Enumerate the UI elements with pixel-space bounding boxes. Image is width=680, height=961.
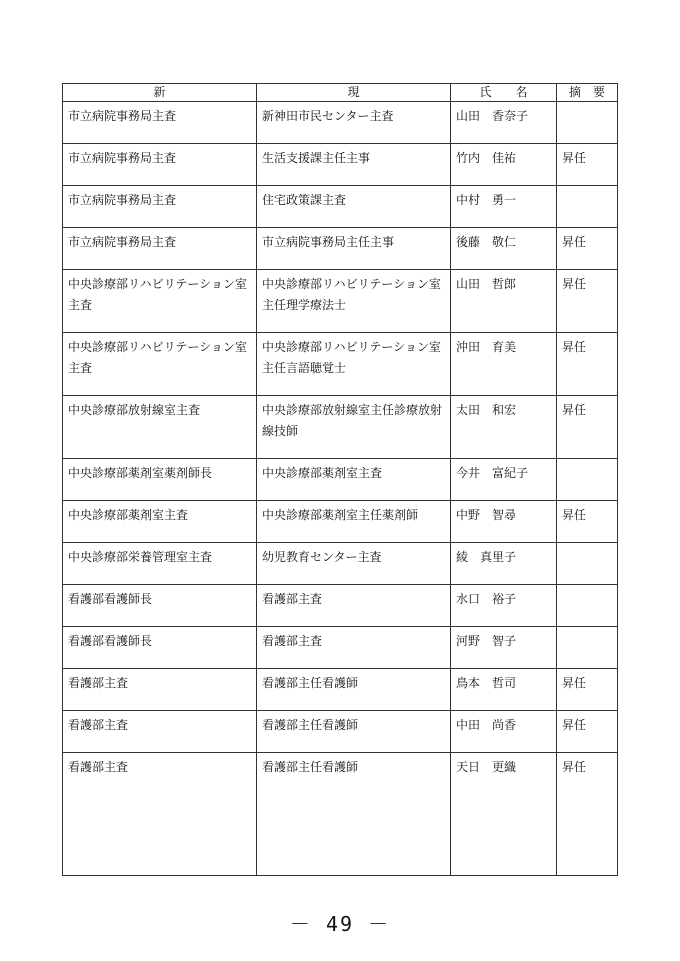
cell-name: 天日 更織: [451, 753, 557, 876]
cell-new: 看護部看護師長: [63, 627, 257, 669]
cell-new: 看護部主査: [63, 669, 257, 711]
cell-remarks: [557, 459, 618, 501]
cell-remarks: 昇任: [557, 333, 618, 396]
cell-current: 看護部主査: [257, 627, 451, 669]
cell-current: 中央診療部放射線室主任診療放射線技師: [257, 396, 451, 459]
cell-new: 市立病院事務局主査: [63, 228, 257, 270]
cell-name: 中田 尚香: [451, 711, 557, 753]
cell-remarks: 昇任: [557, 396, 618, 459]
header-name: 氏 名: [451, 84, 557, 102]
cell-current: 新神田市民センター主査: [257, 102, 451, 144]
cell-new: 看護部主査: [63, 753, 257, 876]
cell-remarks: [557, 627, 618, 669]
cell-new: 中央診療部放射線室主査: [63, 396, 257, 459]
header-new: 新: [63, 84, 257, 102]
cell-name: 後藤 敬仁: [451, 228, 557, 270]
cell-name: 山田 香奈子: [451, 102, 557, 144]
page-number: － 49 －: [289, 912, 391, 936]
table-row: [63, 228, 618, 270]
header-remarks: 摘 要: [557, 84, 618, 102]
cell-new: 中央診療部薬剤室薬剤師長: [63, 459, 257, 501]
table-row: [63, 501, 618, 543]
cell-name: 鳥本 哲司: [451, 669, 557, 711]
cell-name: 竹内 佳祐: [451, 144, 557, 186]
cell-new: 中央診療部栄養管理室主査: [63, 543, 257, 585]
cell-remarks: 昇任: [557, 144, 618, 186]
table-header-row: [63, 84, 618, 102]
table-row: [63, 459, 618, 501]
table-row: [63, 543, 618, 585]
cell-current: 看護部主査: [257, 585, 451, 627]
table-row: [63, 711, 618, 753]
cell-new: 看護部看護師長: [63, 585, 257, 627]
cell-name: 河野 智子: [451, 627, 557, 669]
cell-current: 幼児教育センター主査: [257, 543, 451, 585]
cell-current: 市立病院事務局主任主事: [257, 228, 451, 270]
cell-current: 看護部主任看護師: [257, 669, 451, 711]
personnel-table: [62, 83, 618, 876]
cell-name: 今井 富紀子: [451, 459, 557, 501]
table-row: [63, 102, 618, 144]
cell-remarks: 昇任: [557, 270, 618, 333]
cell-name: 沖田 育美: [451, 333, 557, 396]
cell-new: 市立病院事務局主査: [63, 102, 257, 144]
cell-current: 住宅政策課主査: [257, 186, 451, 228]
table-row: [63, 753, 618, 876]
cell-remarks: 昇任: [557, 228, 618, 270]
cell-new: 看護部主査: [63, 711, 257, 753]
cell-remarks: 昇任: [557, 711, 618, 753]
cell-new: 中央診療部薬剤室主査: [63, 501, 257, 543]
cell-remarks: [557, 543, 618, 585]
cell-name: 山田 哲郎: [451, 270, 557, 333]
cell-name: 太田 和宏: [451, 396, 557, 459]
cell-current: 中央診療部薬剤室主査: [257, 459, 451, 501]
header-current: 現: [257, 84, 451, 102]
cell-new: 市立病院事務局主査: [63, 186, 257, 228]
cell-remarks: [557, 585, 618, 627]
cell-current: 看護部主任看護師: [257, 753, 451, 876]
table-row: [63, 144, 618, 186]
table-row: [63, 186, 618, 228]
cell-current: 看護部主任看護師: [257, 711, 451, 753]
cell-current: 生活支援課主任主事: [257, 144, 451, 186]
cell-remarks: 昇任: [557, 753, 618, 876]
table-row: [63, 333, 618, 396]
cell-remarks: 昇任: [557, 669, 618, 711]
cell-current: 中央診療部リハビリテーション室主任言語聴覚士: [257, 333, 451, 396]
table-row: [63, 396, 618, 459]
cell-remarks: [557, 102, 618, 144]
cell-new: 市立病院事務局主査: [63, 144, 257, 186]
cell-new: 中央診療部リハビリテーション室主査: [63, 270, 257, 333]
cell-name: 綾 真里子: [451, 543, 557, 585]
table-row: [63, 270, 618, 333]
table-row: [63, 585, 618, 627]
cell-name: 中野 智尋: [451, 501, 557, 543]
cell-name: 水口 裕子: [451, 585, 557, 627]
table-row: [63, 669, 618, 711]
table-row: [63, 627, 618, 669]
cell-new: 中央診療部リハビリテーション室主査: [63, 333, 257, 396]
cell-current: 中央診療部薬剤室主任薬剤師: [257, 501, 451, 543]
cell-current: 中央診療部リハビリテーション室主任理学療法士: [257, 270, 451, 333]
cell-remarks: 昇任: [557, 501, 618, 543]
cell-remarks: [557, 186, 618, 228]
cell-name: 中村 勇一: [451, 186, 557, 228]
